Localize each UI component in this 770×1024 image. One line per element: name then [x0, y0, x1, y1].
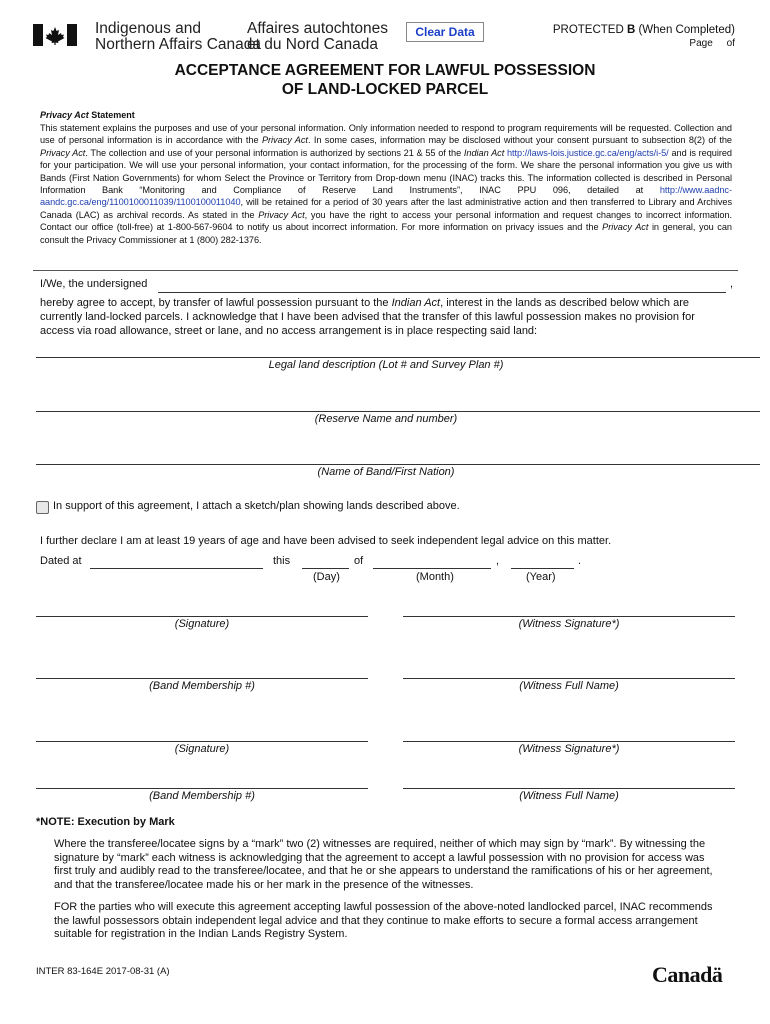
signature-input[interactable]: [36, 616, 368, 617]
note-paragraph-2: FOR the parties who will execute this agreement accepting lawful possession of the above-noted landlocked parcel, INAC recommends the lawful possessors obtain independent legal advice and that they continue to make efforts to secure a formal access arrangement suitable for registration in the Indian Lands Registry System.: [54, 901, 713, 941]
privacy-heading: Privacy Act Statement: [40, 110, 135, 120]
day-caption: (Day): [313, 571, 340, 583]
sketch-attached-checkbox[interactable]: [36, 501, 49, 514]
band-membership-caption: (Band Membership #): [149, 790, 255, 802]
section-divider: [33, 270, 738, 271]
witness-signature-input[interactable]: [403, 741, 735, 742]
period: .: [578, 555, 582, 567]
comma: ,: [730, 278, 734, 290]
witness-signature-caption: (Witness Signature*): [518, 743, 620, 755]
canada-flag-icon: [33, 24, 77, 46]
month-caption: (Month): [416, 571, 454, 583]
year-input[interactable]: [511, 568, 574, 569]
form-number: INTER 83-164E 2017-08-31 (A): [36, 966, 170, 977]
this-label: this: [273, 555, 291, 567]
dated-at-input[interactable]: [90, 568, 263, 569]
department-name-fr: Affaires autochtones et du Nord Canada: [247, 20, 389, 53]
signature-caption: (Signature): [174, 743, 230, 755]
sketch-label: In support of this agreement, I attach a sketch/plan showing lands described above.: [53, 500, 460, 512]
witness-full-name-input[interactable]: [403, 678, 735, 679]
undersigned-input[interactable]: [158, 292, 726, 293]
band-membership-caption: (Band Membership #): [149, 680, 255, 692]
info-bank-link[interactable]: http://www.aadnc-aandc.gc.ca/eng/1100100011039/1100100011040: [40, 185, 732, 208]
band-name-input[interactable]: [36, 464, 760, 465]
band-caption: (Name of Band/First Nation): [317, 466, 455, 478]
canada-wordmark: Canadä: [652, 962, 723, 987]
declaration: I further declare I am at least 19 years of age and have been advised to seek independent legal advice on this matter.: [40, 535, 612, 547]
clear-data-button[interactable]: Clear Data: [406, 22, 484, 42]
witness-full-name-input[interactable]: [403, 788, 735, 789]
dated-at-label: Dated at: [40, 555, 82, 567]
protected-label: PROTECTED B (When Completed): [552, 24, 735, 36]
page-number: Page of: [689, 38, 735, 49]
page-title-line1: ACCEPTANCE AGREEMENT FOR LAWFUL POSSESSION: [174, 62, 596, 79]
justice-laws-link[interactable]: http://laws-lois.justice.gc.ca/eng/acts/i-5/: [506, 147, 669, 158]
privacy-statement: This statement explains the purposes and use of your personal information. Only information needed to respond to program requirements will be requested. Collection and use of personal information is in accordance with the Privacy Act. In some cases, information may be disclosed without your consent pursuant to subsection 8(2) of the Privacy Act. The collection and use of your personal information is authorized by sections 21 & 55 of the Indian Act http://laws-lois.justice.gc.ca/eng/acts/i-5/ and is required for your participation. We will use your personal information, your contact information, for the processing of the form. We share the personal information you give us with Bands (First Nation Governments) for whom Select the Province or Territory from Drop-down menu (INAC) tracks this. The information collected is described in Personal Information Bank “Monitoring and Compliance of Reserve Land Instruments”, INAC PPU 096, detailed at http://www.aadnc-aandc.gc.ca/eng/1100100011039/1100100011040, will be retained for a period of 30 years after the last administrative action and then transferred to Library and Archives Canada (LAC) as archival records. As stated in the Privacy Act, you have the right to access your personal information and request changes to incorrect information. Contact our office (toll-free) at 1-800-567-9604 to notify us about incorrect information. For more information on privacy issues and the Privacy Act in general, you can consult the Privacy Commissioner at 1 (800) 282-1376.: [40, 123, 732, 245]
department-name-en: Indigenous and Northern Affairs Canada: [95, 20, 262, 53]
month-input[interactable]: [373, 568, 491, 569]
legal-land-description-input[interactable]: [36, 357, 760, 358]
signature-caption: (Signature): [174, 618, 230, 630]
witness-signature-input[interactable]: [403, 616, 735, 617]
band-membership-input[interactable]: [36, 788, 368, 789]
note-heading: *NOTE: Execution by Mark: [36, 816, 175, 828]
undersigned-label: I/We, the undersigned: [40, 278, 148, 290]
witness-full-name-caption: (Witness Full Name): [519, 680, 619, 692]
year-caption: (Year): [526, 571, 556, 583]
day-input[interactable]: [302, 568, 349, 569]
note-paragraph-1: Where the transferee/locatee signs by a “mark” two (2) witnesses are required, neither of which may sign by “mark”. By witnessing the signature by “mark” each witness is acknowledging that the agreement to accept a lawful possession with no provision for access was first truly and audibly read to the transferee/locatee, and that he or she appears to understand the ramifications of his or her agreement, and that the transferee/locatee made his or her mark in the presence of the witnesses.: [54, 838, 713, 891]
signature-input[interactable]: [36, 741, 368, 742]
of-label: of: [354, 555, 364, 567]
reserve-name-input[interactable]: [36, 411, 760, 412]
comma2: ,: [496, 555, 500, 567]
legal-land-caption: Legal land description (Lot # and Survey Plan #): [268, 359, 504, 371]
witness-full-name-caption: (Witness Full Name): [519, 790, 619, 802]
page-title-line2: OF LAND-LOCKED PARCEL: [281, 81, 489, 98]
witness-signature-caption: (Witness Signature*): [518, 618, 620, 630]
agreement-statement: hereby agree to accept, by transfer of lawful possession pursuant to the Indian Act, interest in the lands as described below which are currently land-locked parcels. I acknowledge that I have been advised that the transfer of this lawful possession makes no provision for access via road allowance, street or lane, and no access arrangement is in place respecting said land:: [40, 297, 695, 337]
band-membership-input[interactable]: [36, 678, 368, 679]
reserve-caption: (Reserve Name and number): [314, 413, 458, 425]
